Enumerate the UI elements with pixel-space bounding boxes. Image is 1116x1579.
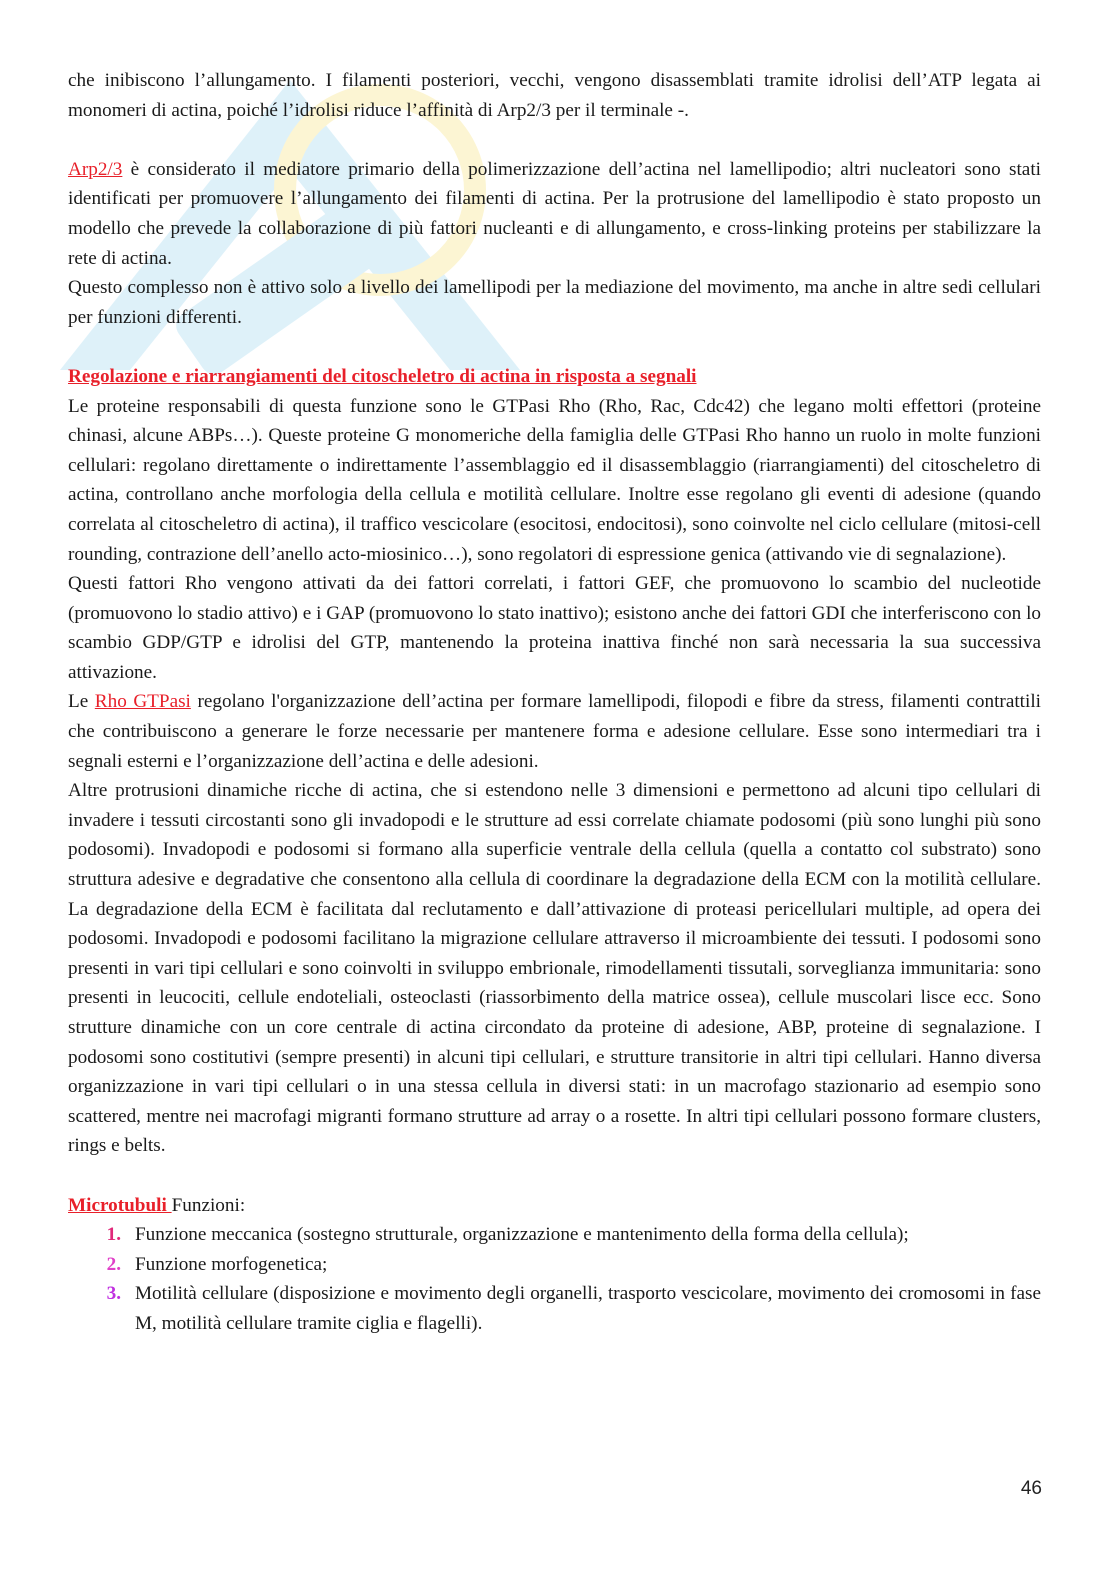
arp23-link[interactable]: Arp2/3 <box>68 158 123 180</box>
paragraph-invadopodi: Altre protrusioni dinamiche ricche di actina, che si estendono nelle 3 dimensioni e permettono ad alcuni tipo cellulari di invadere i tessuti circostanti sono gli invadopodi e le strutture ad essi correlate chiamate podosomi (più sono lunghi più sono podosomi). Invadopodi e podosomi si formano alla superficie ventrale della cellula (quella a contatto col substrato) sono struttura adesive e degradative che consentono alla cellula di coordinare la degradazione della ECM con la motilità cellulare. La degradazione della ECM è facilitata dal reclutamento e dall’attivazione di proteasi pericellulari multiple, ad opera dei podosomi. Invadopodi e podosomi facilitano la migrazione cellulare attraverso il microambiente dei tessuti. I podosomi sono presenti in vari tipi cellulari e sono coinvolti in sviluppo embrionale, rimodellamenti tissutali, sorveglianza immunitaria: sono presenti in leucociti, cellule endoteliali, osteoclasti (riassorbimento della matrice ossea), cellule muscolari lisce ecc. Sono strutture dinamiche con un core centrale di actina circondato da proteine di adesione, ABP, proteine di segnalazione. I podosomi sono costitutivi (sempre presenti) in alcuni tipi cellulari, e strutture transitorie in altri tipi cellulari. Hanno diversa organizzazione in vari tipi cellulari o in una stessa cellula in diversi stati: in un macrofago stazionario ad esempio sono scattered, mentre nei macrofagi migranti formano strutture ad array o a rosette. In altri tipi cellulari possono formare clusters, rings e belts. <box>68 780 1041 1157</box>
paragraph-complex-sites: Questo complesso non è attivo solo a livello dei lamellipodi per la mediazione del movimento, ma anche in altre sedi cellulari per funzioni differenti. <box>68 277 1041 328</box>
paragraph-arp23: Arp2/3 è considerato il mediatore primario della polimerizzazione dell’actina nel lamellipodio; altri nucleatori sono stati identificati per promuovere l’allungamento dei filamenti di actina. Per la protrusione del lamellipodio è stato proposto un modello che prevede la collaborazione di più fattori nucleanti e di allungamento, e cross-linking proteins per stabilizzare la rete di actina. <box>68 158 1041 269</box>
list-item <box>68 1250 1041 1280</box>
list-item-text: Motilità cellulare (disposizione e movimento degli organelli, trasporto vescicolare, movimento dei cromosomi in fase M, motilità cellulare tramite ciglia e flagelli). <box>135 1283 1041 1334</box>
list-number: 3. <box>106 1283 121 1305</box>
section-heading-regolazione: Regolazione e riarrangiamenti del citoscheletro di actina in risposta a segnali <box>68 365 697 387</box>
document-body <box>68 66 1041 1339</box>
paragraph-gtpasi-rho: Le proteine responsabili di questa funzione sono le GTPasi Rho (Rho, Rac, Cdc42) che legano molti effettori (proteine chinasi, alcune ABPs…). Queste proteine G monomeriche della famiglia delle GTPasi Rho hanno un ruolo in molte funzioni cellulari: regolano direttamente o indirettamente l’assemblaggio ed il disassemblaggio (riarrangiamenti) del citoscheletro di actina, controllano anche morfologia della cellula e motilità cellulare. Inoltre esse regolano gli eventi di adesione (quando correlata al citoscheletro di actina), il traffico vescicolare (esocitosi, endocitosi), sono coinvolte nel ciclo cellulare (mitosi-cell rounding, contrazione dell’anello acto-miosinico…), sono regolatori di espressione genica (attivando vie di segnalazione). <box>68 395 1041 565</box>
list-item-text: Funzione meccanica (sostegno strutturale, organizzazione e mantenimento della forma della cellula); <box>135 1224 909 1246</box>
paragraph-rho-gtpasi: Le Rho GTPasi regolano l'organizzazione dell’actina per formare lamellipodi, filopodi e fibre da stress, filamenti contrattili che contribuiscono a generare le forze necessarie per mantenere forma e adesione cellulare. Esse sono intermediari tra i segnali esterni e l’organizzazione dell’actina e delle adesioni. <box>68 691 1041 772</box>
page-number: 46 <box>1020 1478 1042 1499</box>
list-number: 2. <box>106 1253 121 1275</box>
list-item-text: Funzione morfogenetica; <box>135 1253 328 1275</box>
list-item <box>68 1220 1041 1250</box>
list-item <box>68 1279 1041 1338</box>
section-heading-microtubuli: Microtubuli Funzioni: <box>68 1194 246 1216</box>
paragraph-arp-disassembly: che inibiscono l’allungamento. I filamenti posteriori, vecchi, vengono disassemblati tramite idrolisi dell’ATP legata ai monomeri di actina, poiché l’idrolisi riduce l’affinità di Arp2/3 per il terminale -. <box>68 70 1041 121</box>
paragraph-gef-gap: Questi fattori Rho vengono attivati da dei fattori correlati, i fattori GEF, che promuovono lo scambio del nucleotide (promuovono lo stadio attivo) e i GAP (promuovono lo stato inattivo); esistono anche dei fattori GDI che interferiscono con lo scambio GDP/GTP e idrolisi del GTP, mantenendo la proteina inattiva finché non sarà necessaria la sua successiva attivazione. <box>68 573 1041 683</box>
list-number: 1. <box>106 1224 121 1246</box>
functions-list <box>68 1220 1041 1338</box>
rho-gtpasi-link[interactable]: Rho GTPasi <box>94 691 191 713</box>
